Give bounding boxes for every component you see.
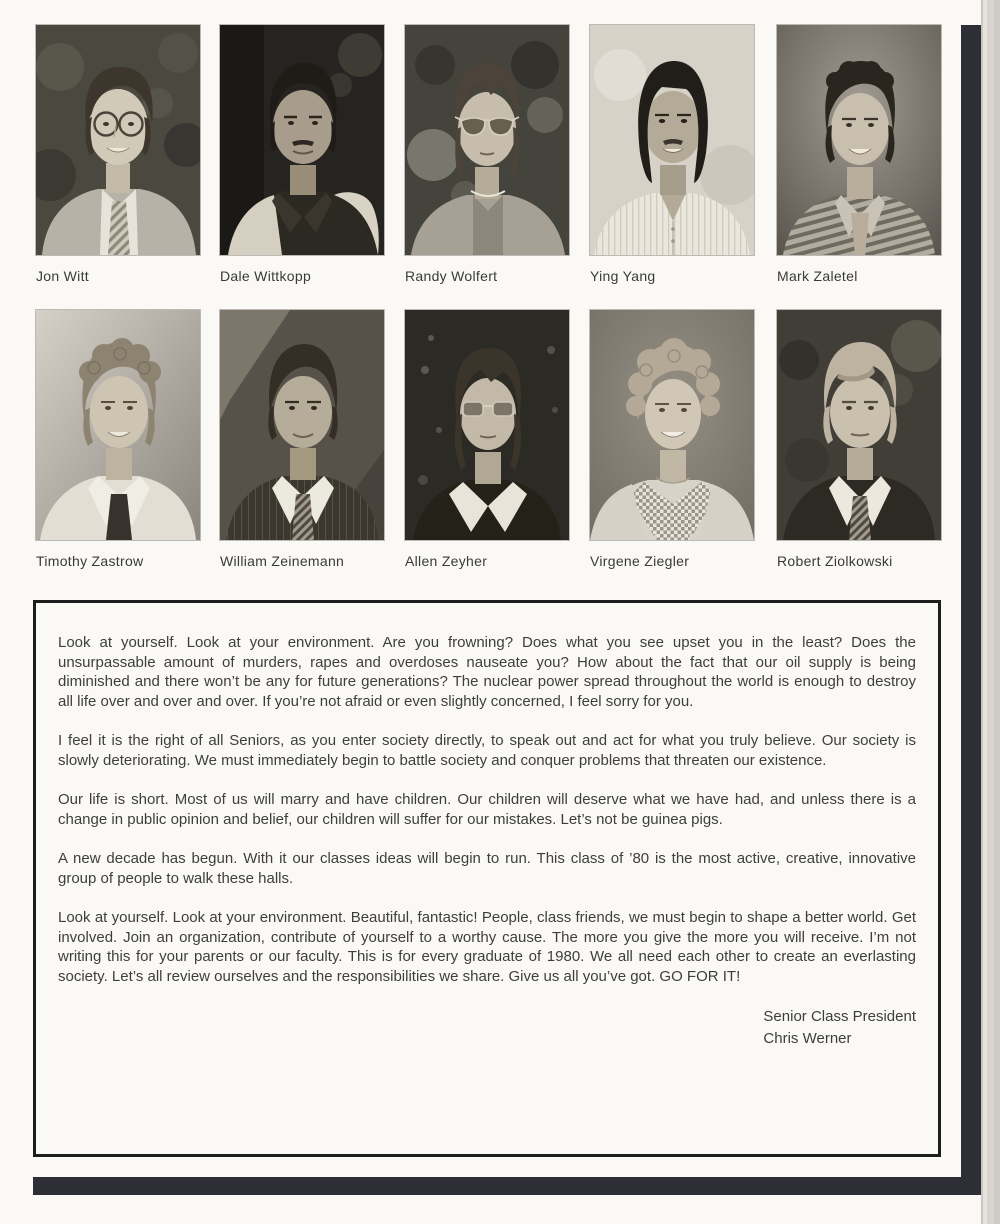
portrait-cell bbox=[405, 310, 569, 569]
portrait-photo bbox=[405, 310, 569, 540]
portrait-name: Jon Witt bbox=[36, 268, 89, 284]
portrait-name: Allen Zeyher bbox=[405, 553, 488, 569]
portrait-cell bbox=[36, 25, 200, 284]
portrait-illustration bbox=[590, 310, 754, 540]
portrait-photo bbox=[220, 25, 384, 255]
portrait-name: Ying Yang bbox=[590, 268, 656, 284]
portrait-cell bbox=[405, 25, 569, 284]
portrait-name: Virgene Ziegler bbox=[590, 553, 690, 569]
portrait-cell bbox=[220, 25, 384, 284]
letter-paragraph: I feel it is the right of all Seniors, as you enter society directly, to speak out and act for what you truly believe. Our society is slowly deteriorating. We must immediately begin to battle society and conquer problems that threaten our existence. bbox=[58, 732, 916, 769]
portrait-photo bbox=[777, 25, 941, 255]
portrait-cell bbox=[777, 310, 941, 569]
portrait-cell bbox=[590, 25, 754, 284]
portrait-illustration bbox=[405, 310, 569, 540]
signature-name: Chris Werner bbox=[763, 1030, 852, 1047]
portrait-photo bbox=[36, 310, 200, 540]
portrait-name: Dale Wittkopp bbox=[220, 268, 312, 284]
portrait-cell bbox=[36, 310, 200, 569]
portrait-name: Mark Zaletel bbox=[777, 268, 858, 284]
portrait-photo bbox=[36, 25, 200, 255]
letter-signature bbox=[763, 1006, 916, 1050]
senior-letter-box bbox=[33, 600, 941, 1157]
portrait-name: Timothy Zastrow bbox=[36, 553, 144, 569]
signature-title: Senior Class President bbox=[763, 1008, 916, 1025]
portrait-photo bbox=[220, 310, 384, 540]
portrait-illustration bbox=[590, 25, 754, 255]
letter-paragraph: A new decade has begun. With it our classes ideas will begin to run. This class of ’80 is the most active, creative, innovative group of people to walk these halls. bbox=[58, 850, 916, 887]
portrait-illustration bbox=[777, 310, 941, 540]
portrait-cell bbox=[220, 310, 384, 569]
portrait-illustration bbox=[36, 25, 200, 255]
portrait-cell bbox=[777, 25, 941, 284]
portrait-name: Robert Ziolkowski bbox=[777, 553, 893, 569]
portrait-illustration bbox=[220, 25, 384, 255]
portrait-photo bbox=[590, 25, 754, 255]
portrait-illustration bbox=[36, 310, 200, 540]
letter-paragraph: Look at yourself. Look at your environment. Are you frowning? Does what you see upset you in the least? Does the unsurpassable amount of murders, rapes and overdoses nauseate you? How about the fact that our oil supply is being diminished and there won’t be any for future generations? The nuclear power spread throughout the world is enough to destroy all life over and over and over. If you’re not afraid or even slightly concerned, I feel sorry for you. bbox=[58, 634, 916, 710]
page-edge-strip bbox=[981, 0, 1000, 1224]
portrait-cell bbox=[590, 310, 754, 569]
portrait-photo bbox=[777, 310, 941, 540]
letter-paragraph: Our life is short. Most of us will marry and have children. Our children will deserve what we have had, and unless there is a change in public opinion and belief, our children will suffer for our mistakes. Let’s not be guinea pigs. bbox=[58, 791, 916, 828]
gutter-band-horizontal bbox=[33, 1177, 981, 1195]
portrait-photo bbox=[405, 25, 569, 255]
portrait-name: William Zeinemann bbox=[220, 553, 345, 569]
letter-paragraph: Look at yourself. Look at your environment. Beautiful, fantastic! People, class friends, we must begin to shape a better world. Get involved. Join an organization, contribute of yourself to a worthy cause. The more you give the more you will receive. I’m not writing this for your parents or our faculty. This is for every graduate of 1980. We all need each other to create an everlasting society. Let’s all review ourselves and the responsibilities we share. Give us all you’ve got. GO FOR IT! bbox=[58, 909, 916, 985]
portrait-illustration bbox=[777, 25, 941, 255]
portrait-illustration bbox=[220, 310, 384, 540]
portrait-photo bbox=[590, 310, 754, 540]
portrait-illustration bbox=[405, 25, 569, 255]
gutter-band-vertical bbox=[961, 25, 981, 1195]
portrait-name: Randy Wolfert bbox=[405, 268, 498, 284]
